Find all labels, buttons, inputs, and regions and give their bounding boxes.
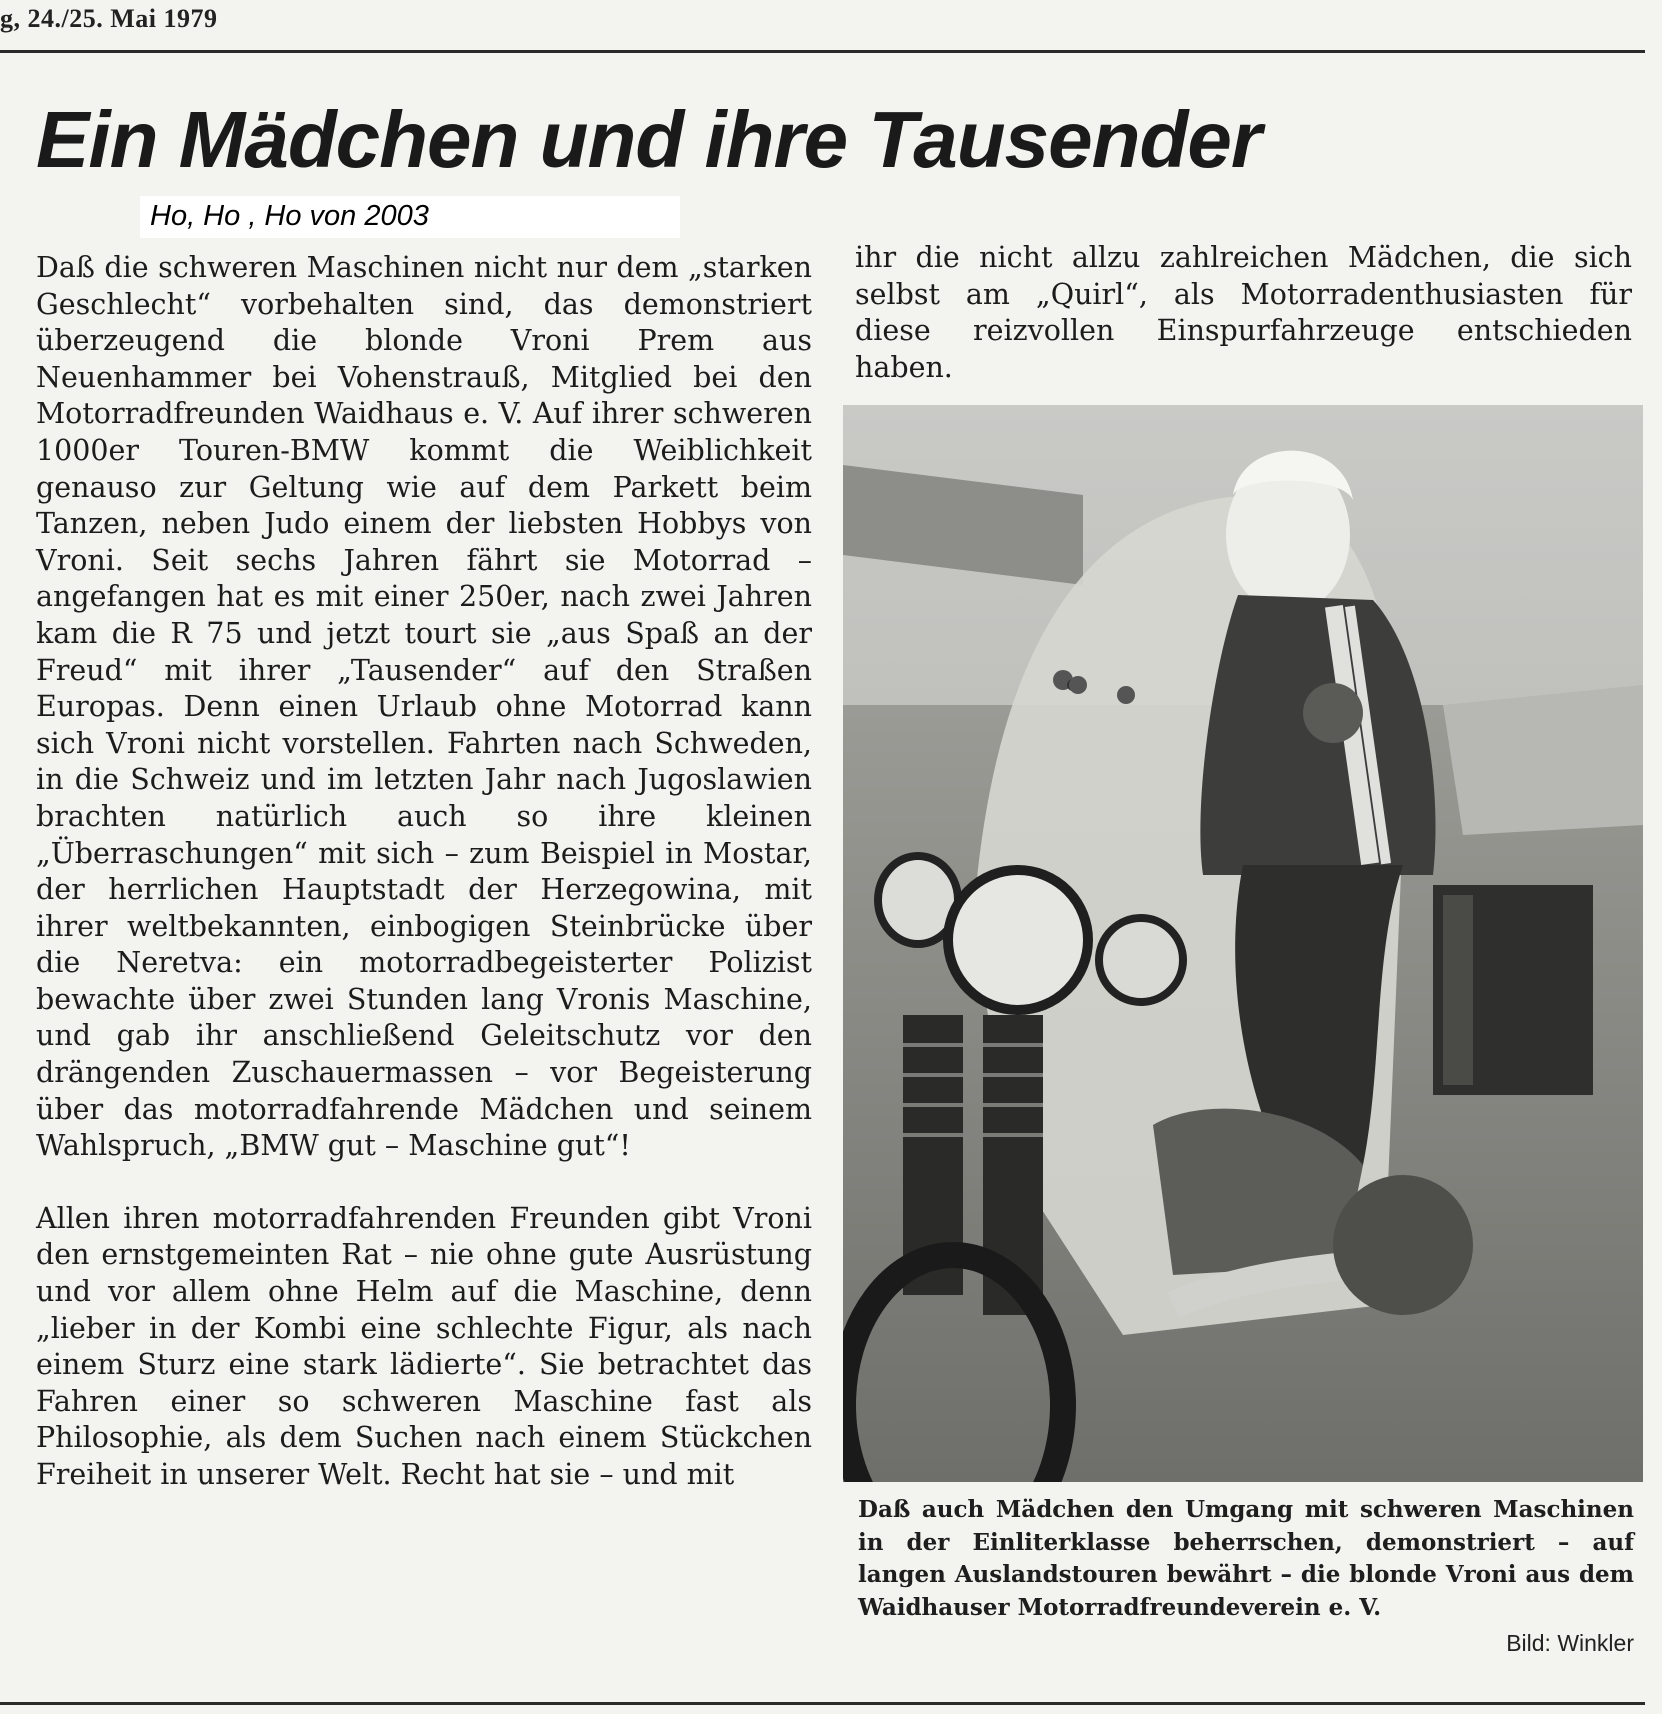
dateline: g, 24./25. Mai 1979 — [0, 4, 218, 33]
photo-credit: Bild: Winkler — [1506, 1630, 1634, 1656]
photo-caption — [858, 1494, 1634, 1624]
article-paragraph-continued: ihr die nicht allzu zahlreichen Mädchen, die sich selbst am „Quirl“, als Motorradenthusiasten für diese reizvollen Einspurfahrzeuge entschieden haben. — [855, 241, 1632, 384]
article-paragraph-1: Daß die schweren Maschinen nicht nur dem „starken Geschlecht“ vorbehalten sind, das demonstriert überzeugend die blonde Vroni Prem aus Neuenhammer bei Vohenstrauß, Mitglied bei den Motorradfreunden Waidhaus e. V. Auf ihrer schweren 1000er Touren-BMW kommt die Weiblichkeit genauso zur Geltung wie auf dem Parkett beim Tanzen, neben Judo einem der liebsten Hobbys von Vroni. Seit sechs Jahren fährt sie Motorrad – angefangen hat es mit einer 250er, nach zwei Jahren kam die R 75 und jetzt tourt sie „aus Spaß an der Freud“ mit ihrer „Tausender“ auf den Straßen Europas. Denn einen Urlaub ohne Motorrad kann sich Vroni nicht vorstellen. Fahrten nach Schweden, in die Schweiz und im letzten Jahr nach Jugoslawien brachten natürlich auch so ihre kleinen „Überraschungen“ mit sich – zum Beispiel in Mostar, der herrlichen Hauptstadt der Herzegowina, mit ihrer weltbekannten, einbogigen Steinbrücke über die Neretva: ein motorradbegeisterter Polizist bewachte über zwei Stunden lang Vronis Maschine, und gab ihr anschließend Geleitschutz vor den drängenden Zuschauermassen – vor Begeisterung über das motorradfahrende Mädchen und seinem Wahlspruch, „BMW gut – Maschine gut“! — [36, 251, 812, 1163]
handwritten-note-text: Ho, Ho , Ho von 2003 — [150, 200, 429, 232]
article-right-column — [855, 240, 1632, 386]
bottom-rule — [0, 1702, 1645, 1705]
motorcycle-photo — [843, 405, 1643, 1482]
article-paragraph-2: Allen ihren motorradfahrenden Freunden gibt Vroni den ernstgemeinten Rat – nie ohne gute Ausrüstung und vor allem ohne Helm auf die Maschine, denn „lieber in der Kombi eine schlechte Figur, als nach einem Sturz eine stark lädierte“. Sie betrachtet das Fahren einer so schweren Maschine fast als Philosophie, als dem Suchen nach einem Stückchen Freiheit in unserer Welt. Recht hat sie – und mit — [36, 1201, 812, 1491]
headline: Ein Mädchen und ihre Tausender — [36, 95, 1261, 184]
photo-caption-text: Daß auch Mädchen den Umgang mit schweren Maschinen in der Einliterklasse beherrschen, demonstriert – auf langen Auslandstouren bewährt – die blonde Vroni aus dem Waidhauser Motorradfreundeverein e. V. — [858, 1496, 1634, 1621]
article-left-column — [36, 250, 812, 1494]
top-rule — [0, 50, 1645, 53]
handwritten-note-label — [140, 196, 680, 238]
